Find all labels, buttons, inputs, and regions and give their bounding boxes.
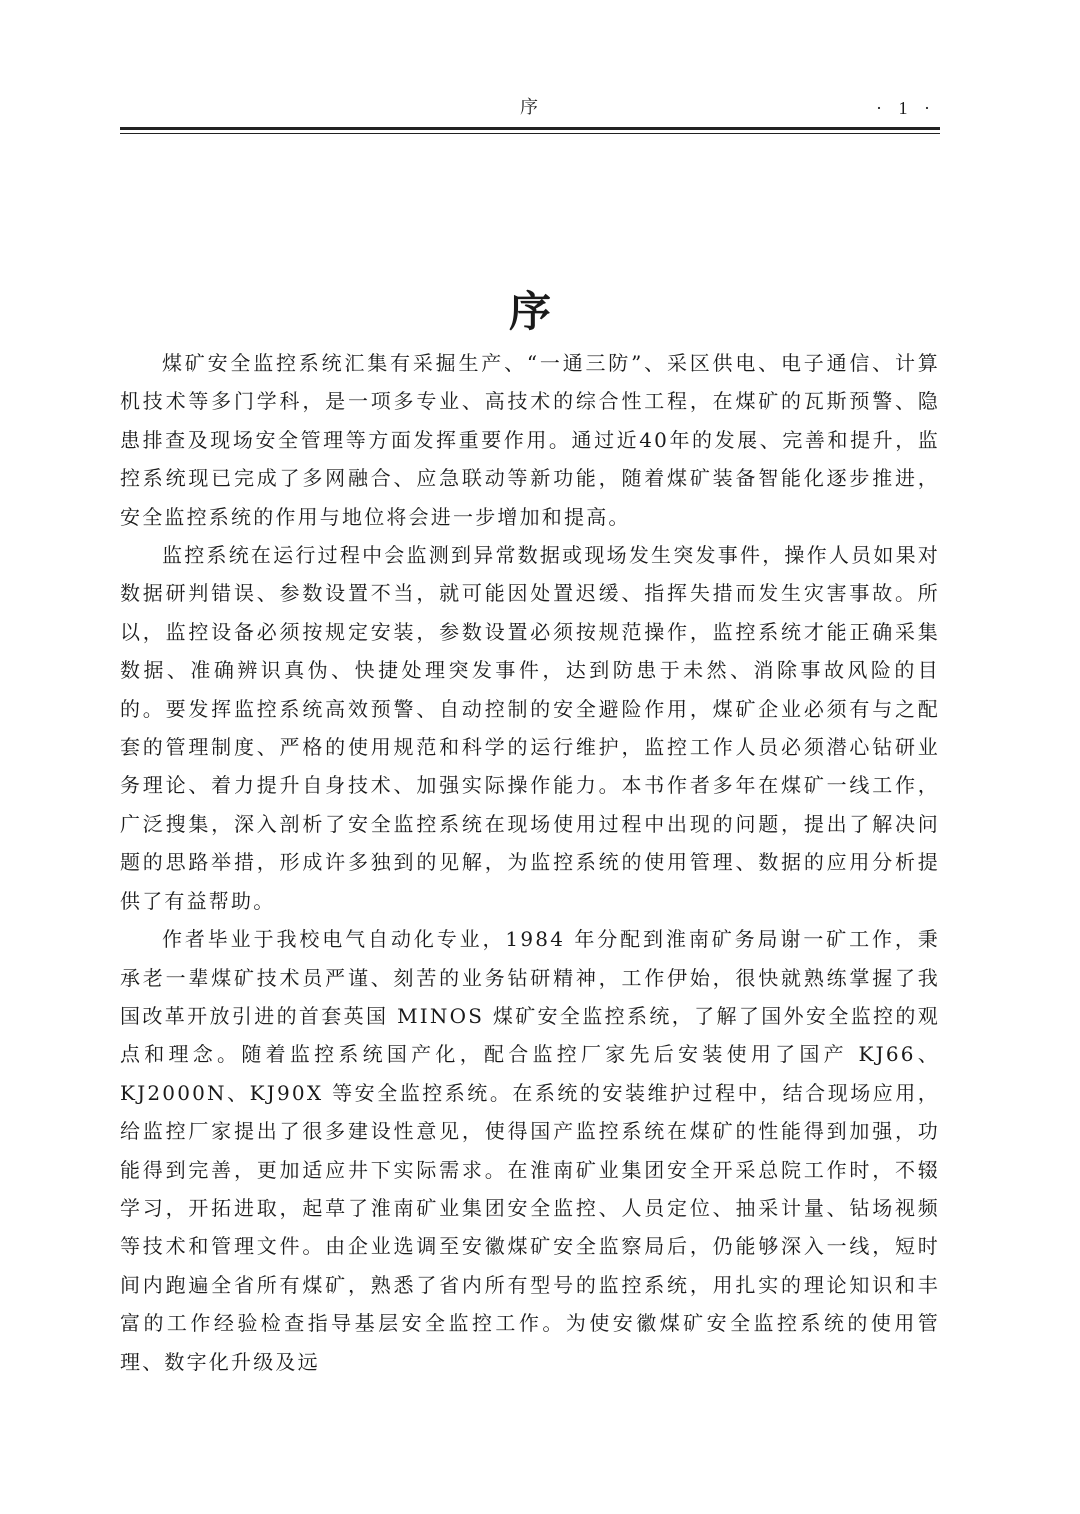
body-text <box>120 344 940 1381</box>
header-rule-thin <box>120 133 940 134</box>
paragraph-3: 作者毕业于我校电气自动化专业，1984 年分配到淮南矿务局谢一矿工作，秉承老一辈煤矿技术员严谨、刻苦的业务钻研精神，工作伊始，很快就熟练掌握了我国改革开放引进的首套英国 MINOS 煤矿安全监控系统，了解了国外安全监控的观点和理念。随着监控系统国产化，配合监控厂家先后安装使用了国产 KJ66、KJ2000N、KJ90X 等安全监控系统。在系统的安装维护过程中，结合现场应用，给监控厂家提出了很多建设性意见，使得国产监控系统在煤矿的性能得到加强，功能得到完善，更加适应井下实际需求。在淮南矿业集团安全开采总院工作时，不辍学习，开拓进取，起草了淮南矿业集团安全监控、人员定位、抽采计量、钻场视频等技术和管理文件。由企业选调至安徽煤矿安全监察局后，仍能够深入一线，短时间内跑遍全省所有煤矿，熟悉了省内所有型号的监控系统，用扎实的理论知识和丰富的工作经验检查指导基层安全监控工作。为使安徽煤矿安全监控系统的使用管理、数字化升级及远 <box>120 927 940 1374</box>
paragraph-2: 监控系统在运行过程中会监测到异常数据或现场发生突发事件，操作人员如果对数据研判错误、参数设置不当，就可能因处置迟缓、指挥失措而发生灾害事故。所以，监控设备必须按规定安装，参数设置必须按规范操作，监控系统才能正确采集数据、准确辨识真伪、快捷处理突发事件，达到防患于未然、消除事故风险的目的。要发挥监控系统高效预警、自动控制的安全避险作用，煤矿企业必须有与之配套的管理制度、严格的使用规范和科学的运行维护，监控工作人员必须潜心钻研业务理论、着力提升自身技术、加强实际操作能力。本书作者多年在煤矿一线工作，广泛搜集，深入剖析了安全监控系统在现场使用过程中出现的问题，提出了解决问题的思路举措，形成许多独到的见解，为监控系统的使用管理、数据的应用分析提供了有益帮助。 <box>120 543 940 913</box>
chapter-title: 序 <box>508 287 551 337</box>
header-rule-thick <box>120 127 940 130</box>
running-title: 序 <box>520 97 540 118</box>
running-header <box>120 92 940 128</box>
page-number: · 1 · <box>876 98 936 118</box>
paragraph-1: 煤矿安全监控系统汇集有采掘生产、“一通三防”、采区供电、电子通信、计算机技术等多门学科，是一项多专业、高技术的综合性工程，在煤矿的瓦斯预警、隐患排查及现场安全管理等方面发挥重要作用。通过近40年的发展、完善和提升，监控系统现已完成了多网融合、应急联动等新功能，随着煤矿装备智能化逐步推进，安全监控系统的作用与地位将会进一步增加和提高。 <box>120 351 940 529</box>
